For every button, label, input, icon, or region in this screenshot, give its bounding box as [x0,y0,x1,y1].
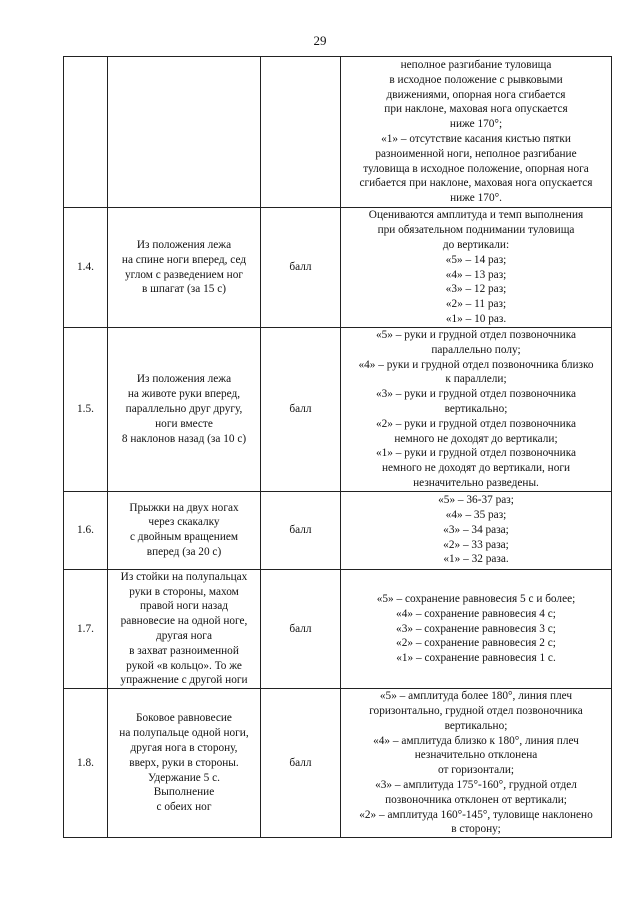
criteria-cell: Оцениваются амплитуда и темп выполнения при обязательном поднимании туловища до вертикали: «5» – 14 раз; «4» – 13 раз; «3» – 12 раз; «2» – 11 раз; «1» – 10 раз. [341,208,612,328]
exercise-cell: Из положения лежа на животе руки вперед, параллельно друг другу, ноги вместе 8 наклонов назад (за 10 с) [108,328,261,492]
table-row [64,208,612,328]
exercise-cell: Из положения лежа на спине ноги вперед, сед углом с разведением ног в шпагат (за 15 с) [108,208,261,328]
criteria-cell: «5» – 36-37 раз; «4» – 35 раз; «3» – 34 раза; «2» – 33 раза; «1» – 32 раза. [341,491,612,569]
criteria-cell: «5» – амплитуда более 180°, линия плеч горизонтально, грудной отдел позвоночника вертикально; «4» – амплитуда близко к 180°, линия плеч незначительно отклонена от горизонтали; «3» – амплитуда 175°-160°, грудной отдел позвоночника отклонен от вертикали; «2» – амплитуда 160°-145°, туловище наклонено в сторону; [341,689,612,838]
exercise-cell [108,57,261,208]
row-number [64,57,108,208]
table-row [64,569,612,688]
table-row [64,689,612,838]
exercise-cell: Из стойки на полупальцах руки в стороны, махом правой ноги назад равновесие на одной ноге, другая нога в захват разноименной рукой «в кольцо». То же упражнение с другой ноги [108,569,261,688]
page-number: 29 [313,33,327,48]
unit-cell: балл [261,491,341,569]
unit-cell: балл [261,208,341,328]
criteria-cell: неполное разгибание туловища в исходное положение с рывковыми движениями, опорная нога сгибается при наклоне, маховая нога опускается ниже 170°; «1» – отсутствие касания кистью пятки разноименной ноги, неполное разгибание туловища в исходное положение, опорная нога сгибается при наклоне, маховая нога опускается ниже 170°. [341,57,612,208]
criteria-cell: «5» – руки и грудной отдел позвоночника параллельно полу; «4» – руки и грудной отдел позвоночника близко к параллели; «3» – руки и грудной отдел позвоночника вертикально; «2» – руки и грудной отдел позвоночника немного не доходят до вертикали; «1» – руки и грудной отдел позвоночника немного не доходят до вертикали, ноги незначительно разведены. [341,328,612,492]
table-row [64,328,612,492]
exercise-cell: Боковое равновесие на полупальце одной ноги, другая нога в сторону, вверх, руки в стороны. Удержание 5 с. Выполнение с обеих ног [108,689,261,838]
unit-cell: балл [261,689,341,838]
exercise-cell: Прыжки на двух ногах через скакалку с двойным вращением вперед (за 20 с) [108,491,261,569]
standards-table [63,56,612,838]
row-number: 1.8. [64,689,108,838]
row-number: 1.5. [64,328,108,492]
criteria-cell: «5» – сохранение равновесия 5 с и более; «4» – сохранение равновесия 4 с; «3» – сохранение равновесия 3 с; «2» – сохранение равновесия 2 с; «1» – сохранение равновесия 1 с. [341,569,612,688]
unit-cell: балл [261,328,341,492]
table-row [64,57,612,208]
table-row [64,491,612,569]
unit-cell [261,57,341,208]
unit-cell: балл [261,569,341,688]
row-number: 1.6. [64,491,108,569]
row-number: 1.7. [64,569,108,688]
row-number: 1.4. [64,208,108,328]
